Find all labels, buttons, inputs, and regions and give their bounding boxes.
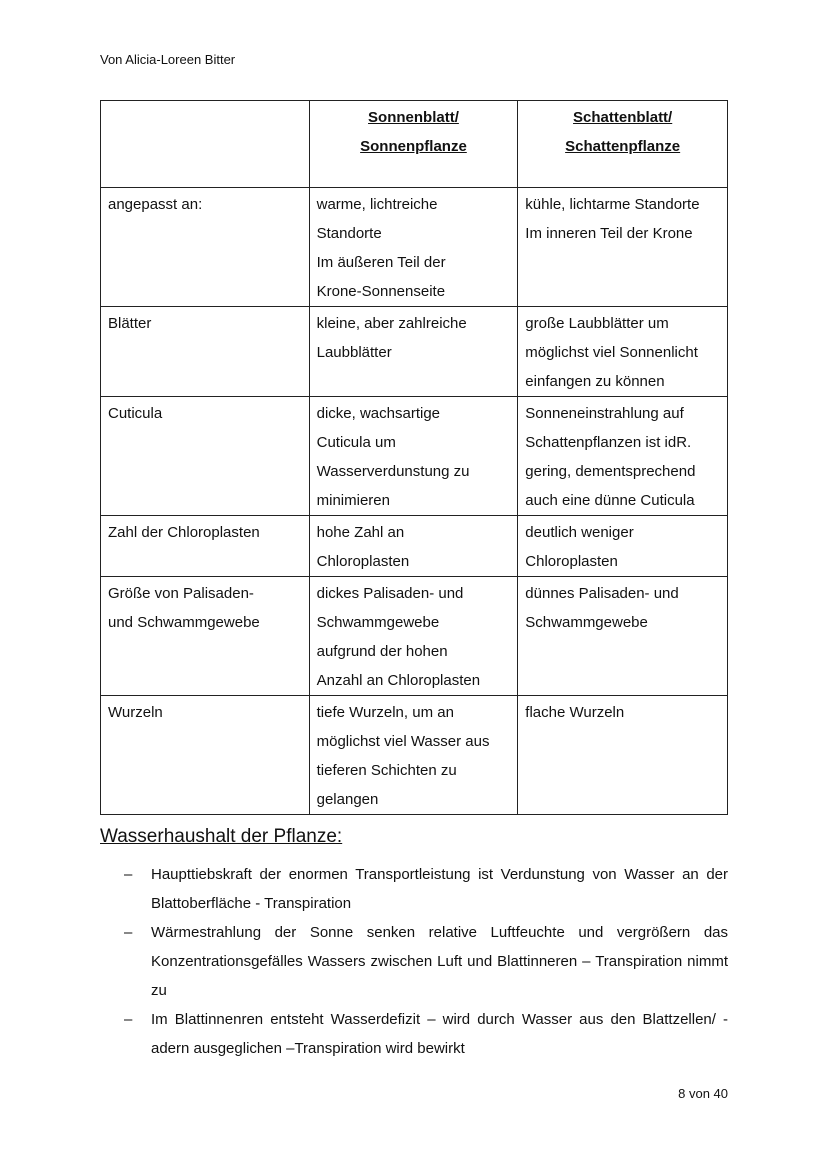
header-sun-line: Sonnenpflanze bbox=[360, 138, 467, 155]
table-row bbox=[101, 397, 728, 516]
sun-cell bbox=[309, 516, 518, 577]
cell-text-line: dicke, wachsartige bbox=[316, 405, 441, 422]
cell-text-line: gering, dementsprechend bbox=[525, 463, 696, 480]
cell-text-line: möglichst viel Sonnenlicht bbox=[525, 344, 698, 361]
dash-bullet-icon: – bbox=[124, 866, 133, 883]
cell-text-line: minimieren bbox=[316, 492, 390, 509]
table-row bbox=[101, 188, 728, 307]
cell-text-line: Zahl der Chloroplasten bbox=[108, 524, 260, 541]
cell-text-line: Schwammgewebe bbox=[525, 614, 648, 631]
bullet-item bbox=[100, 860, 728, 918]
cell-text-line: angepasst an: bbox=[108, 196, 203, 213]
shade-cell bbox=[518, 696, 728, 815]
shade-cell bbox=[518, 516, 728, 577]
cell-text-line: auch eine dünne Cuticula bbox=[525, 492, 695, 509]
cell-text-line: Schattenpflanzen ist idR. bbox=[525, 434, 692, 451]
author-line: Von Alicia-Loreen Bitter bbox=[100, 52, 236, 67]
cell-text-line: Blätter bbox=[108, 315, 152, 332]
sun-cell bbox=[309, 188, 518, 307]
cell-text-line: gelangen bbox=[316, 791, 379, 808]
row-label-cell bbox=[101, 516, 310, 577]
table-header-row bbox=[101, 101, 728, 188]
row-label-cell bbox=[101, 696, 310, 815]
row-label-cell bbox=[101, 307, 310, 397]
row-label-cell bbox=[101, 397, 310, 516]
cell-text-line: dünnes Palisaden- und bbox=[525, 585, 679, 602]
dash-bullet-icon: – bbox=[124, 924, 133, 941]
section-title: Wasserhaushalt der Pflanze: bbox=[100, 826, 343, 847]
sun-cell bbox=[309, 577, 518, 696]
cell-text-line: Cuticula bbox=[108, 405, 163, 422]
cell-text-line: hohe Zahl an bbox=[316, 524, 405, 541]
table-row bbox=[101, 307, 728, 397]
cell-text-line: Schwammgewebe bbox=[316, 614, 440, 631]
cell-text-line: Sonneneinstrahlung auf bbox=[525, 405, 684, 422]
bullet-text: Im Blattinnenren entsteht Wasserdefizit – wird durch Wasser aus den Blattzellen/ -adern ausgeglichen –Transpiration wird bewirkt bbox=[151, 1011, 728, 1057]
cell-text-line: große Laubblätter um bbox=[525, 315, 669, 332]
cell-text-line: Krone-Sonnenseite bbox=[316, 283, 446, 300]
cell-text-line: Chloroplasten bbox=[525, 553, 618, 570]
cell-text-line: tiefe Wurzeln, um an bbox=[316, 704, 454, 721]
dash-bullet-icon: – bbox=[124, 1011, 133, 1028]
sun-cell bbox=[309, 307, 518, 397]
row-label-cell bbox=[101, 188, 310, 307]
bullet-list bbox=[100, 860, 728, 1063]
header-cell-empty bbox=[101, 101, 310, 188]
shade-cell bbox=[518, 307, 728, 397]
cell-text-line: Wasserverdunstung zu bbox=[316, 463, 470, 480]
row-label-cell bbox=[101, 577, 310, 696]
cell-text-line: flache Wurzeln bbox=[525, 704, 625, 721]
cell-text-line: Im inneren Teil der Krone bbox=[525, 225, 693, 242]
cell-text-line: einfangen zu können bbox=[525, 373, 665, 390]
header-cell-sun bbox=[309, 101, 518, 188]
bullet-text: Haupttiebskraft der enormen Transportleistung ist Verdunstung von Wasser an der Blattoberfläche - Transpiration bbox=[151, 866, 728, 912]
table-row bbox=[101, 696, 728, 815]
header-cell-shade bbox=[518, 101, 728, 188]
cell-text-line: Chloroplasten bbox=[316, 553, 410, 570]
cell-text-line: dickes Palisaden- und bbox=[316, 585, 464, 602]
shade-cell bbox=[518, 188, 728, 307]
cell-text-line: Laubblätter bbox=[316, 344, 392, 361]
cell-text-line: Im äußeren Teil der bbox=[316, 254, 446, 271]
cell-text-line: Größe von Palisaden- bbox=[108, 585, 254, 602]
cell-text-line: tieferen Schichten zu bbox=[316, 762, 457, 779]
comparison-table bbox=[100, 100, 728, 815]
cell-text-line: Cuticula um bbox=[316, 434, 396, 451]
cell-text-line: deutlich weniger bbox=[525, 524, 634, 541]
bullet-item bbox=[100, 1005, 728, 1063]
cell-text-line: kleine, aber zahlreiche bbox=[316, 315, 467, 332]
cell-text-line: Anzahl an Chloroplasten bbox=[316, 672, 481, 689]
header-sun-line: Sonnenblatt/ bbox=[368, 109, 459, 126]
cell-text-line: Wurzeln bbox=[108, 704, 163, 721]
header-shade-line: Schattenblatt/ bbox=[573, 109, 673, 126]
cell-text-line: kühle, lichtarme Standorte bbox=[525, 196, 700, 213]
page-number: 8 von 40 bbox=[678, 1086, 728, 1101]
cell-text-line: möglichst viel Wasser aus bbox=[316, 733, 490, 750]
bullet-text: Wärmestrahlung der Sonne senken relative Luftfeuchte und vergrößern das Konzentrationsgefälles Wassers zwischen Luft und Blattinneren – Transpiration nimmt zu bbox=[151, 924, 728, 999]
bullet-item bbox=[100, 918, 728, 1005]
header-shade-line: Schattenpflanze bbox=[565, 138, 681, 155]
cell-text-line: Standorte bbox=[316, 225, 382, 242]
shade-cell bbox=[518, 577, 728, 696]
sun-cell bbox=[309, 397, 518, 516]
cell-text-line: warme, lichtreiche bbox=[316, 196, 438, 213]
shade-cell bbox=[518, 397, 728, 516]
sun-cell bbox=[309, 696, 518, 815]
table-row bbox=[101, 516, 728, 577]
table-row bbox=[101, 577, 728, 696]
cell-text-line: und Schwammgewebe bbox=[108, 614, 260, 631]
cell-text-line: aufgrund der hohen bbox=[316, 643, 448, 660]
